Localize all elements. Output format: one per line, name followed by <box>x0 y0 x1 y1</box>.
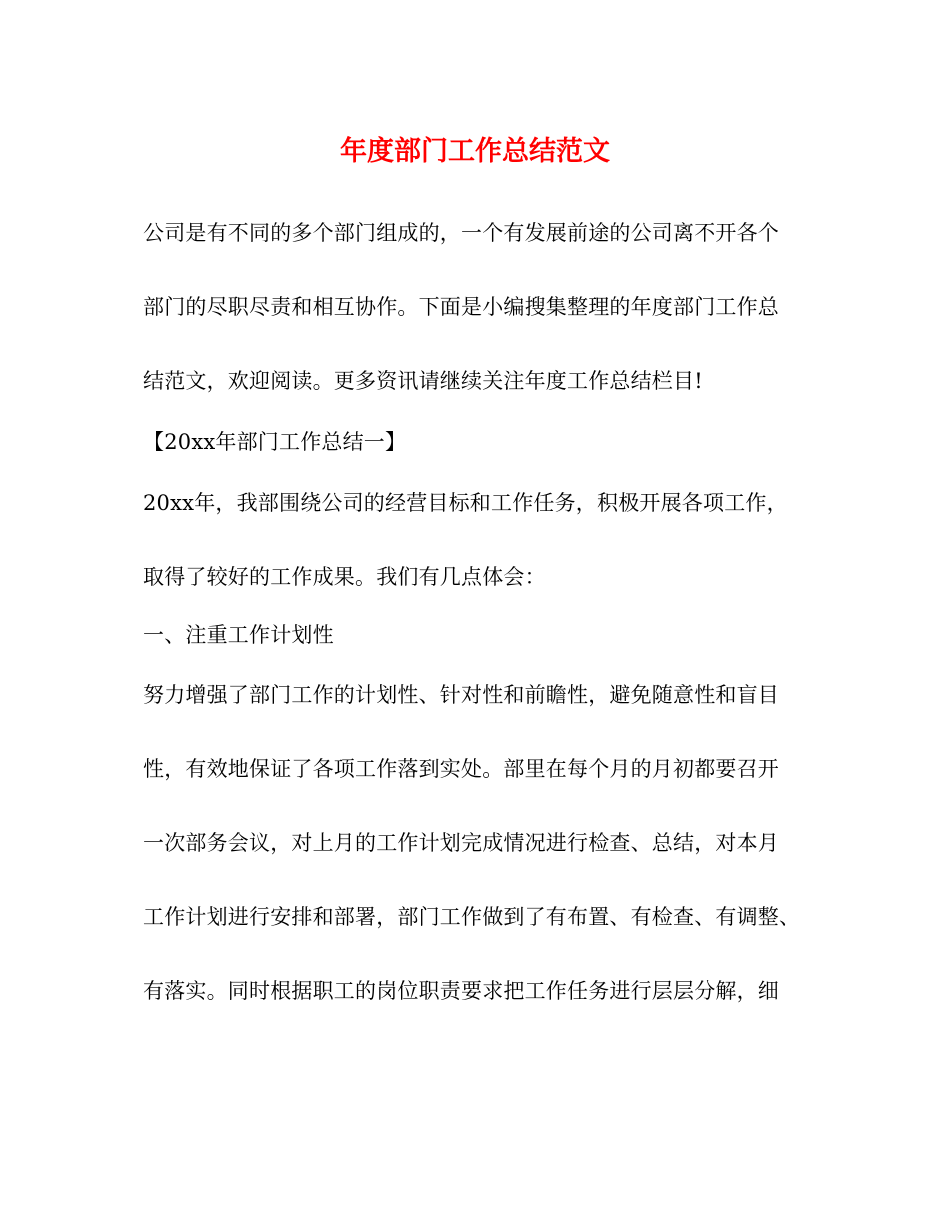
body-line-9: 工作计划进行安排和部署，部门工作做到了有布置、有检查、有调整、 <box>143 905 801 929</box>
body-line-2: 部门的尽职尽责和相互协作。下面是小编搜集整理的年度部门工作总 <box>143 295 779 319</box>
document-title: 年度部门工作总结范文 <box>340 136 610 167</box>
body-line-10: 有落实。同时根据职工的岗位职责要求把工作任务进行层层分解，细 <box>143 979 779 1003</box>
body-line-8: 一次部务会议，对上月的工作计划完成情况进行检查、总结，对本月 <box>143 831 779 855</box>
body-line-6: 努力增强了部门工作的计划性、针对性和前瞻性，避免随意性和盲目 <box>143 683 779 707</box>
body-line-1: 公司是有不同的多个部门组成的，一个有发展前途的公司离不开各个 <box>143 221 779 245</box>
body-line-5: 取得了较好的工作成果。我们有几点体会： <box>143 565 546 589</box>
section-heading: 【20xx年部门工作总结一】 <box>143 430 407 454</box>
subheading-1: 一、注重工作计划性 <box>143 623 334 647</box>
body-line-7: 性，有效地保证了各项工作落到实处。部里在每个月的月初都要召开 <box>143 757 779 781</box>
body-line-4: 20xx年，我部围绕公司的经营目标和工作任务，积极开展各项工作， <box>143 491 788 515</box>
body-line-3: 结范文，欢迎阅读。更多资讯请继续关注年度工作总结栏目! <box>143 369 703 393</box>
